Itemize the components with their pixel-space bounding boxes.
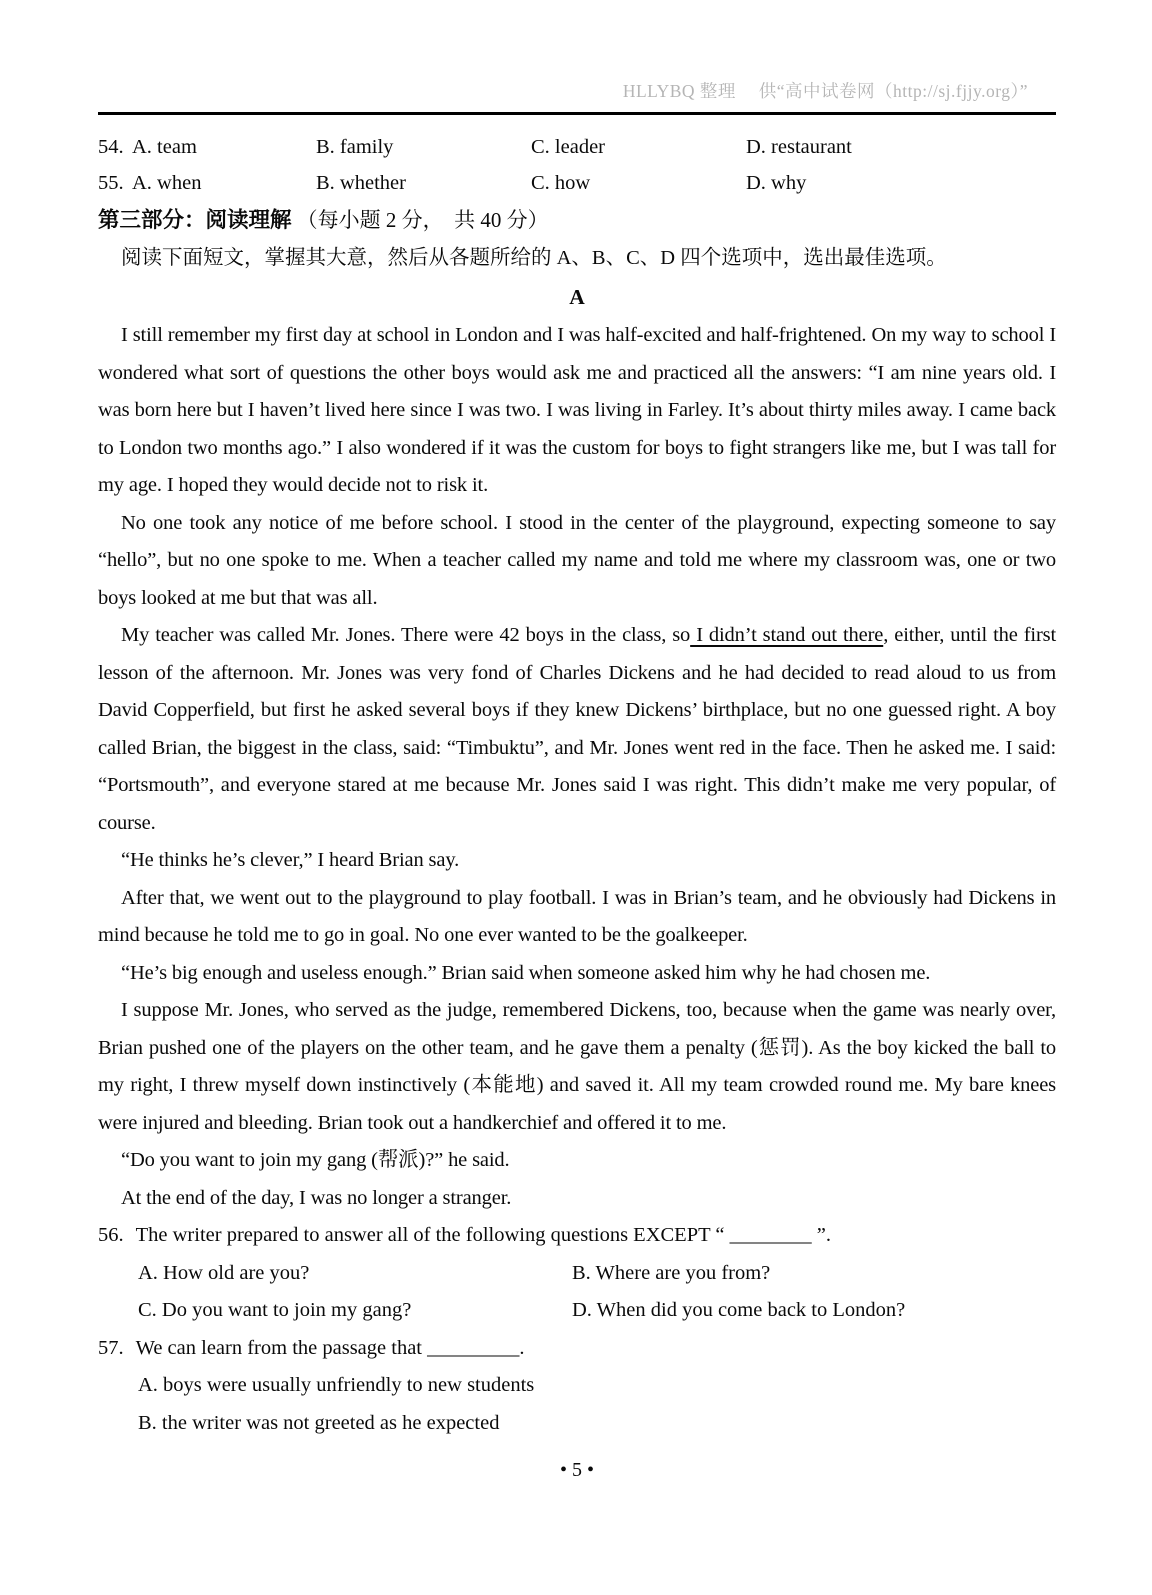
passage-paragraph-1: I still remember my first day at school in London and I was half-excited and half-frightened. On my way to school I wondered what sort of questions the other boys would ask me and practiced all the answers: “I am nine years old. I was born here but I haven’t lived here since I was two. I was living in Farley. It’s about thirty miles away. I came back to London two months ago.” I also wondered if it was the custom for boys to fight strangers like me, but I was tall for my age. I hoped they would decide not to risk it. bbox=[98, 324, 1056, 496]
passage-paragraph-5: After that, we went out to the playground to play football. I was in Brian’s team, and he obviously had Dickens in mind because he told me to go in goal. No one ever wanted to be the goalkeeper. bbox=[98, 886, 1056, 946]
header-divider bbox=[98, 112, 1056, 115]
passage-paragraph-2: No one took any notice of me before school. I stood in the center of the playground, expecting someone to say “hello”, but no one spoke to me. When a teacher called my name and told me where my classroom was, one or two boys looked at me but that was all. bbox=[98, 511, 1056, 609]
question-55-option-a: A. when bbox=[132, 172, 202, 194]
question-54-option-b: B. family bbox=[316, 136, 394, 158]
question-54-number: 54. bbox=[98, 136, 124, 158]
question-55-option-c: C. how bbox=[531, 172, 591, 194]
question-57-stem bbox=[98, 1330, 1056, 1368]
section-heading bbox=[98, 202, 1056, 240]
question-56-options-row-1 bbox=[98, 1255, 1056, 1293]
paragraph-3-text-after: , either, until the first lesson of the afternoon. Mr. Jones was very fond of Charles Dickens and he had decided to read aloud to us from David Copperfield, but first he asked several boys if they knew Dickens’ birthplace, but no one guessed right. A boy called Brian, the biggest in the class, said: “Timbuktu”, and Mr. Jones went red in the face. Then he asked me. I said: “Portsmouth”, and everyone stared at me because Mr. Jones said I was right. This didn’t make me very popular, of course. bbox=[98, 624, 1056, 834]
question-57-text bbox=[136, 1330, 525, 1368]
question-57-option-a: A. boys were usually unfriendly to new students bbox=[138, 1374, 535, 1396]
passage-paragraph-6: “He’s big enough and useless enough.” Brian said when someone asked him why he had chosen me. bbox=[121, 961, 931, 984]
question-55-number: 55. bbox=[98, 172, 124, 194]
question-56-number: 56. bbox=[98, 1224, 124, 1246]
underlined-phrase: I didn’t stand out there bbox=[690, 624, 884, 646]
passage-paragraph-9: At the end of the day, I was no longer a stranger. bbox=[121, 1186, 512, 1209]
passage-paragraph-8: “Do you want to join my gang (帮派)?” he said. bbox=[121, 1149, 510, 1171]
question-55-option-b: B. whether bbox=[316, 172, 406, 194]
watermark-text: HLLYBQ 整理 供“高中试卷网（http://sj.fjjy.org）” bbox=[622, 81, 1028, 101]
section-score-note: （每小题 2 分， 共 40 分） bbox=[296, 208, 549, 232]
question-54-option-a: A. team bbox=[132, 136, 197, 158]
passage-paragraph-3 bbox=[98, 617, 1056, 842]
question-56-text-after: ”. bbox=[811, 1224, 831, 1246]
question-54-option-c: C. leader bbox=[531, 136, 605, 158]
question-56-option-a: A. How old are you? bbox=[138, 1261, 310, 1284]
question-56-text bbox=[136, 1217, 831, 1255]
section-title: 第三部分：阅读理解 bbox=[98, 208, 292, 232]
question-56-option-d: D. When did you come back to London? bbox=[572, 1299, 906, 1321]
question-57-number: 57. bbox=[98, 1336, 124, 1359]
question-54-option-d: D. restaurant bbox=[746, 136, 852, 158]
question-57-blank: _________ bbox=[427, 1336, 520, 1359]
question-54-options-row bbox=[98, 129, 1056, 165]
question-56-text-before: The writer prepared to answer all of the following questions EXCEPT “ bbox=[135, 1224, 730, 1246]
passage-paragraph-4: “He thinks he’s clever,” I heard Brian say. bbox=[121, 849, 460, 871]
question-57-option-b: B. the writer was not greeted as he expected bbox=[138, 1411, 500, 1434]
paragraph-3-text-before: My teacher was called Mr. Jones. There were 42 boys in the class, so bbox=[121, 624, 691, 646]
question-55-option-d: D. why bbox=[746, 172, 807, 194]
passage-paragraph-7: I suppose Mr. Jones, who served as the judge, remembered Dickens, too, because when the game was nearly over, Brian pushed one of the players on the other team, and he gave them a penalty (惩罚). As the boy kicked the ball to my right, I threw myself down instinctively (本能地) and saved it. All my team crowded round me. My bare knees were injured and bleeding. Brian took out a handkerchief and offered it to me. bbox=[98, 999, 1056, 1134]
section-instruction: 阅读下面短文，掌握其大意，然后从各题所给的 A、B、C、D 四个选项中，选出最佳选项。 bbox=[121, 247, 947, 269]
question-56-blank: ________ bbox=[729, 1224, 812, 1246]
question-56-option-b: B. Where are you from? bbox=[572, 1261, 771, 1284]
page-number: • 5 • bbox=[559, 1459, 594, 1481]
passage-label: A bbox=[569, 285, 585, 309]
question-56-option-c: C. Do you want to join my gang? bbox=[138, 1299, 412, 1321]
question-57-text-before: We can learn from the passage that bbox=[135, 1336, 428, 1359]
question-57-text-after: . bbox=[519, 1336, 525, 1359]
question-56-stem bbox=[98, 1217, 1056, 1255]
question-56-options-row-2 bbox=[98, 1292, 1056, 1330]
question-55-options-row bbox=[98, 165, 1056, 201]
